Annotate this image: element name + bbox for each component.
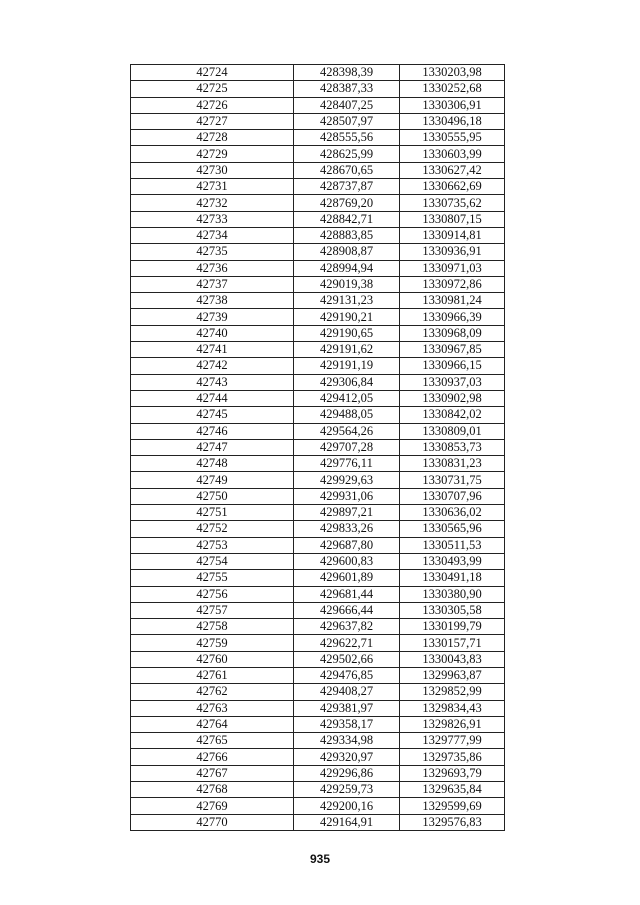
y-coordinate-cell: 1330972,86 xyxy=(400,276,505,292)
table-row xyxy=(131,553,505,569)
point-number-cell: 42724 xyxy=(131,65,294,81)
y-coordinate-cell: 1330981,24 xyxy=(400,293,505,309)
point-number-cell: 42740 xyxy=(131,325,294,341)
table-row xyxy=(131,162,505,178)
table-row xyxy=(131,700,505,716)
point-number-cell: 42749 xyxy=(131,472,294,488)
y-coordinate-cell: 1329777,99 xyxy=(400,733,505,749)
y-coordinate-cell: 1330914,81 xyxy=(400,227,505,243)
x-coordinate-cell: 429019,38 xyxy=(294,276,400,292)
x-coordinate-cell: 429191,19 xyxy=(294,358,400,374)
table-row xyxy=(131,570,505,586)
table-row xyxy=(131,65,505,81)
y-coordinate-cell: 1330853,73 xyxy=(400,439,505,455)
point-number-cell: 42757 xyxy=(131,602,294,618)
point-number-cell: 42727 xyxy=(131,113,294,129)
point-number-cell: 42739 xyxy=(131,309,294,325)
y-coordinate-cell: 1330306,91 xyxy=(400,97,505,113)
table-row xyxy=(131,684,505,700)
x-coordinate-cell: 429681,44 xyxy=(294,586,400,602)
point-number-cell: 42747 xyxy=(131,439,294,455)
table-row xyxy=(131,733,505,749)
y-coordinate-cell: 1329852,99 xyxy=(400,684,505,700)
y-coordinate-cell: 1329735,86 xyxy=(400,749,505,765)
y-coordinate-cell: 1330305,58 xyxy=(400,602,505,618)
point-number-cell: 42761 xyxy=(131,667,294,683)
x-coordinate-cell: 428883,85 xyxy=(294,227,400,243)
point-number-cell: 42750 xyxy=(131,488,294,504)
x-coordinate-cell: 428769,20 xyxy=(294,195,400,211)
table-row xyxy=(131,667,505,683)
coordinates-table-body xyxy=(131,65,505,831)
x-coordinate-cell: 428507,97 xyxy=(294,113,400,129)
x-coordinate-cell: 429476,85 xyxy=(294,667,400,683)
x-coordinate-cell: 429666,44 xyxy=(294,602,400,618)
y-coordinate-cell: 1329576,83 xyxy=(400,814,505,830)
x-coordinate-cell: 429564,26 xyxy=(294,423,400,439)
table-row xyxy=(131,244,505,260)
x-coordinate-cell: 428737,87 xyxy=(294,179,400,195)
x-coordinate-cell: 429488,05 xyxy=(294,407,400,423)
table-row xyxy=(131,146,505,162)
y-coordinate-cell: 1329826,91 xyxy=(400,716,505,732)
point-number-cell: 42730 xyxy=(131,162,294,178)
y-coordinate-cell: 1329693,79 xyxy=(400,765,505,781)
table-row xyxy=(131,716,505,732)
point-number-cell: 42732 xyxy=(131,195,294,211)
x-coordinate-cell: 429931,06 xyxy=(294,488,400,504)
table-row xyxy=(131,211,505,227)
y-coordinate-cell: 1330157,71 xyxy=(400,635,505,651)
point-number-cell: 42760 xyxy=(131,651,294,667)
x-coordinate-cell: 428994,94 xyxy=(294,260,400,276)
point-number-cell: 42753 xyxy=(131,537,294,553)
x-coordinate-cell: 428407,25 xyxy=(294,97,400,113)
y-coordinate-cell: 1330967,85 xyxy=(400,342,505,358)
table-row xyxy=(131,309,505,325)
point-number-cell: 42756 xyxy=(131,586,294,602)
table-row xyxy=(131,179,505,195)
point-number-cell: 42765 xyxy=(131,733,294,749)
x-coordinate-cell: 429164,91 xyxy=(294,814,400,830)
x-coordinate-cell: 429687,80 xyxy=(294,537,400,553)
table-row xyxy=(131,374,505,390)
x-coordinate-cell: 429600,83 xyxy=(294,553,400,569)
y-coordinate-cell: 1330043,83 xyxy=(400,651,505,667)
page-number: 935 xyxy=(309,852,331,866)
point-number-cell: 42768 xyxy=(131,782,294,798)
x-coordinate-cell: 429408,27 xyxy=(294,684,400,700)
table-row xyxy=(131,521,505,537)
table-row xyxy=(131,586,505,602)
x-coordinate-cell: 428387,33 xyxy=(294,81,400,97)
table-row xyxy=(131,635,505,651)
y-coordinate-cell: 1330735,62 xyxy=(400,195,505,211)
x-coordinate-cell: 429833,26 xyxy=(294,521,400,537)
table-row xyxy=(131,602,505,618)
x-coordinate-cell: 429334,98 xyxy=(294,733,400,749)
point-number-cell: 42743 xyxy=(131,374,294,390)
x-coordinate-cell: 429131,23 xyxy=(294,293,400,309)
point-number-cell: 42728 xyxy=(131,130,294,146)
y-coordinate-cell: 1330627,42 xyxy=(400,162,505,178)
x-coordinate-cell: 428842,71 xyxy=(294,211,400,227)
point-number-cell: 42766 xyxy=(131,749,294,765)
point-number-cell: 42734 xyxy=(131,227,294,243)
point-number-cell: 42759 xyxy=(131,635,294,651)
table-row xyxy=(131,782,505,798)
point-number-cell: 42736 xyxy=(131,260,294,276)
point-number-cell: 42744 xyxy=(131,390,294,406)
point-number-cell: 42770 xyxy=(131,814,294,830)
x-coordinate-cell: 429259,73 xyxy=(294,782,400,798)
y-coordinate-cell: 1330565,96 xyxy=(400,521,505,537)
x-coordinate-cell: 429707,28 xyxy=(294,439,400,455)
table-row xyxy=(131,293,505,309)
table-row xyxy=(131,423,505,439)
y-coordinate-cell: 1330496,18 xyxy=(400,113,505,129)
point-number-cell: 42729 xyxy=(131,146,294,162)
y-coordinate-cell: 1330842,02 xyxy=(400,407,505,423)
point-number-cell: 42738 xyxy=(131,293,294,309)
y-coordinate-cell: 1329834,43 xyxy=(400,700,505,716)
y-coordinate-cell: 1330831,23 xyxy=(400,456,505,472)
table-row xyxy=(131,130,505,146)
y-coordinate-cell: 1330603,99 xyxy=(400,146,505,162)
table-row xyxy=(131,260,505,276)
x-coordinate-cell: 429320,97 xyxy=(294,749,400,765)
point-number-cell: 42755 xyxy=(131,570,294,586)
table-row xyxy=(131,195,505,211)
y-coordinate-cell: 1329599,69 xyxy=(400,798,505,814)
x-coordinate-cell: 429191,62 xyxy=(294,342,400,358)
x-coordinate-cell: 429358,17 xyxy=(294,716,400,732)
x-coordinate-cell: 429502,66 xyxy=(294,651,400,667)
table-row xyxy=(131,81,505,97)
point-number-cell: 42746 xyxy=(131,423,294,439)
point-number-cell: 42754 xyxy=(131,553,294,569)
x-coordinate-cell: 428670,65 xyxy=(294,162,400,178)
y-coordinate-cell: 1330252,68 xyxy=(400,81,505,97)
y-coordinate-cell: 1330937,03 xyxy=(400,374,505,390)
x-coordinate-cell: 429897,21 xyxy=(294,505,400,521)
point-number-cell: 42764 xyxy=(131,716,294,732)
point-number-cell: 42758 xyxy=(131,619,294,635)
x-coordinate-cell: 429601,89 xyxy=(294,570,400,586)
table-row xyxy=(131,342,505,358)
table-row xyxy=(131,814,505,830)
point-number-cell: 42767 xyxy=(131,765,294,781)
y-coordinate-cell: 1330203,98 xyxy=(400,65,505,81)
y-coordinate-cell: 1330968,09 xyxy=(400,325,505,341)
point-number-cell: 42731 xyxy=(131,179,294,195)
table-row xyxy=(131,276,505,292)
table-row xyxy=(131,619,505,635)
x-coordinate-cell: 428625,99 xyxy=(294,146,400,162)
x-coordinate-cell: 429776,11 xyxy=(294,456,400,472)
point-number-cell: 42737 xyxy=(131,276,294,292)
y-coordinate-cell: 1330809,01 xyxy=(400,423,505,439)
point-number-cell: 42748 xyxy=(131,456,294,472)
y-coordinate-cell: 1330491,18 xyxy=(400,570,505,586)
x-coordinate-cell: 429306,84 xyxy=(294,374,400,390)
table-row xyxy=(131,97,505,113)
y-coordinate-cell: 1330707,96 xyxy=(400,488,505,504)
x-coordinate-cell: 429200,16 xyxy=(294,798,400,814)
point-number-cell: 42745 xyxy=(131,407,294,423)
y-coordinate-cell: 1330731,75 xyxy=(400,472,505,488)
x-coordinate-cell: 428398,39 xyxy=(294,65,400,81)
point-number-cell: 42769 xyxy=(131,798,294,814)
table-row xyxy=(131,407,505,423)
y-coordinate-cell: 1330511,53 xyxy=(400,537,505,553)
x-coordinate-cell: 429381,97 xyxy=(294,700,400,716)
table-row xyxy=(131,456,505,472)
table-row xyxy=(131,390,505,406)
point-number-cell: 42725 xyxy=(131,81,294,97)
y-coordinate-cell: 1329963,87 xyxy=(400,667,505,683)
point-number-cell: 42763 xyxy=(131,700,294,716)
y-coordinate-cell: 1330807,15 xyxy=(400,211,505,227)
point-number-cell: 42751 xyxy=(131,505,294,521)
table-row xyxy=(131,439,505,455)
coordinates-table xyxy=(130,64,505,831)
point-number-cell: 42726 xyxy=(131,97,294,113)
y-coordinate-cell: 1330493,99 xyxy=(400,553,505,569)
table-row xyxy=(131,749,505,765)
point-number-cell: 42733 xyxy=(131,211,294,227)
point-number-cell: 42742 xyxy=(131,358,294,374)
table-row xyxy=(131,113,505,129)
table-row xyxy=(131,227,505,243)
y-coordinate-cell: 1330662,69 xyxy=(400,179,505,195)
x-coordinate-cell: 428555,56 xyxy=(294,130,400,146)
y-coordinate-cell: 1330966,39 xyxy=(400,309,505,325)
point-number-cell: 42762 xyxy=(131,684,294,700)
y-coordinate-cell: 1330966,15 xyxy=(400,358,505,374)
x-coordinate-cell: 429190,65 xyxy=(294,325,400,341)
table-row xyxy=(131,537,505,553)
table-row xyxy=(131,358,505,374)
table-row xyxy=(131,505,505,521)
table-row xyxy=(131,798,505,814)
point-number-cell: 42735 xyxy=(131,244,294,260)
x-coordinate-cell: 429622,71 xyxy=(294,635,400,651)
x-coordinate-cell: 429637,82 xyxy=(294,619,400,635)
point-number-cell: 42752 xyxy=(131,521,294,537)
y-coordinate-cell: 1329635,84 xyxy=(400,782,505,798)
table-row xyxy=(131,472,505,488)
y-coordinate-cell: 1330902,98 xyxy=(400,390,505,406)
x-coordinate-cell: 429190,21 xyxy=(294,309,400,325)
table-row xyxy=(131,651,505,667)
y-coordinate-cell: 1330636,02 xyxy=(400,505,505,521)
y-coordinate-cell: 1330380,90 xyxy=(400,586,505,602)
y-coordinate-cell: 1330555,95 xyxy=(400,130,505,146)
table-row xyxy=(131,325,505,341)
x-coordinate-cell: 429412,05 xyxy=(294,390,400,406)
y-coordinate-cell: 1330936,91 xyxy=(400,244,505,260)
point-number-cell: 42741 xyxy=(131,342,294,358)
table-row xyxy=(131,765,505,781)
y-coordinate-cell: 1330971,03 xyxy=(400,260,505,276)
y-coordinate-cell: 1330199,79 xyxy=(400,619,505,635)
x-coordinate-cell: 429296,86 xyxy=(294,765,400,781)
x-coordinate-cell: 429929,63 xyxy=(294,472,400,488)
table-row xyxy=(131,488,505,504)
x-coordinate-cell: 428908,87 xyxy=(294,244,400,260)
